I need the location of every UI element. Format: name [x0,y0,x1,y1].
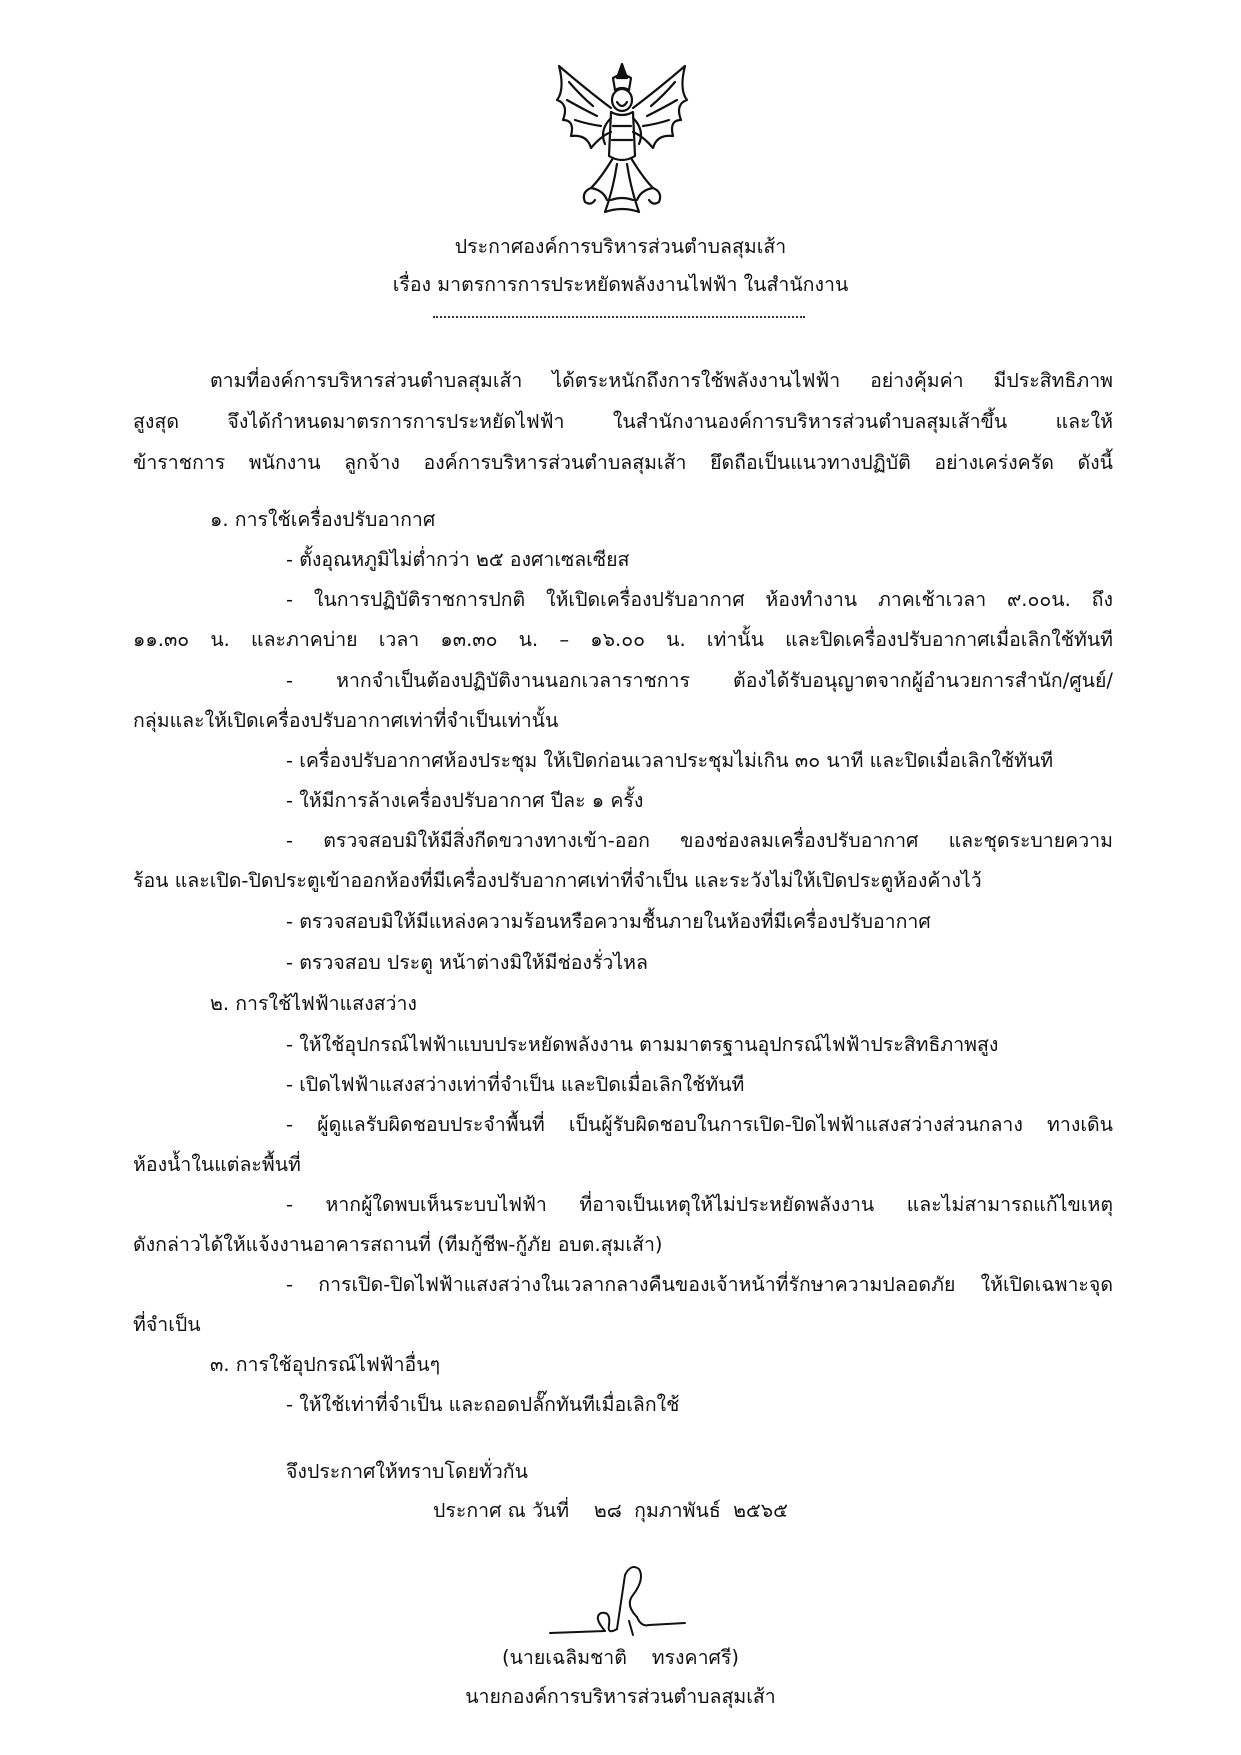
list-item: ๑๑.๓๐ น. และภาคบ่าย เวลา ๑๓.๓๐ น. – ๑๖.๐๐ น. เท่านั้น และปิดเครื่องปรับอากาศเมื่อเลิกใช้ทันที [133,628,1113,651]
list-item: ที่จำเป็น [133,1313,201,1336]
list-item: - การเปิด-ปิดไฟฟ้าแสงสว่างในเวลากลางคืนของเจ้าหน้าที่รักษาความปลอดภัย ให้เปิดเฉพาะจุด [286,1273,1113,1296]
section-heading: ๒. การใช้ไฟฟ้าแสงสว่าง [210,992,417,1015]
list-item: - ให้ใช้เท่าที่จำเป็น และถอดปลั๊กทันทีเมื่อเลิกใช้ [286,1393,680,1416]
list-item: - หากจำเป็นต้องปฏิบัติงานนอกเวลาราชการ ต้องได้รับอนุญาตจากผู้อำนวยการสำนัก/ศูนย์/ [286,669,1113,692]
closing-announce: จึงประกาศให้ทราบโดยทั่วกัน [286,1460,528,1483]
list-item: - ตรวจสอบมิให้มีแหล่งความร้อนหรือความชื้นภายในห้องที่มีเครื่องปรับอากาศ [286,910,931,933]
garuda-emblem-icon [547,60,697,220]
list-item: ห้องน้ำในแต่ละพื้นที่ [133,1153,301,1176]
list-item: - เปิดไฟฟ้าแสงสว่างเท่าที่จำเป็น และปิดเมื่อเลิกใช้ทันที [286,1073,745,1096]
dotted-divider [433,316,805,320]
section-heading: ๑. การใช้เครื่องปรับอากาศ [210,508,436,531]
intro-line: ตามที่องค์การบริหารส่วนตำบลสุมเส้า ได้ตระหนักถึงการใช้พลังงานไฟฟ้า อย่างคุ้มค่า มีประสิทธิภาพ [210,369,1113,392]
list-item: - ให้มีการล้างเครื่องปรับอากาศ ปีละ ๑ ครั้ง [286,789,644,812]
list-item: - ผู้ดูแลรับผิดชอบประจำพื้นที่ เป็นผู้รับผิดชอบในการเปิด-ปิดไฟฟ้าแสงสว่างส่วนกลาง ทางเดิน [286,1113,1113,1136]
list-item: - เครื่องปรับอากาศห้องประชุม ให้เปิดก่อนเวลาประชุมไม่เกิน ๓๐ นาที และปิดเมื่อเลิกใช้ทันที [286,749,1054,772]
announcement-date: ประกาศ ณ วันที่ ๒๘ กุมภาพันธ์ ๒๕๖๕ [433,1499,788,1522]
list-item: - หากผู้ใดพบเห็นระบบไฟฟ้า ที่อาจเป็นเหตุให้ไม่ประหยัดพลังงาน และไม่สามารถแก้ไขเหตุ [286,1193,1113,1216]
list-item: ร้อน และเปิด-ปิดประตูเข้าออกห้องที่มีเครื่องปรับอากาศเท่าที่จำเป็น และระวังไม่ให้เปิดประตูห้องค้างไว้ [133,869,982,892]
signer-name: (นายเฉลิมชาติ ทรงคาศรี) [501,1646,739,1669]
list-item: กลุ่มและให้เปิดเครื่องปรับอากาศเท่าที่จำเป็นเท่านั้น [133,709,559,732]
document-subject: เรื่อง มาตรการการประหยัดพลังงานไฟฟ้า ในสำนักงาน [392,273,849,296]
signature-icon [545,1555,695,1645]
document-title: ประกาศองค์การบริหารส่วนตำบลสุมเส้า [454,235,787,258]
list-item: - ตรวจสอบ ประตู หน้าต่างมิให้มีช่องรั่วไหล [286,951,648,974]
list-item: ดังกล่าวได้ให้แจ้งงานอาคารสถานที่ (ทีมกู้ชีพ-กู้ภัย อบต.สุมเส้า) [133,1233,663,1256]
list-item: - ให้ใช้อุปกรณ์ไฟฟ้าแบบประหยัดพลังงาน ตามมาตรฐานอุปกรณ์ไฟฟ้าประสิทธิภาพสูง [286,1033,999,1056]
signer-position: นายกองค์การบริหารส่วนตำบลสุมเส้า [465,1685,776,1708]
list-item: - ตรวจสอบมิให้มีสิ่งกีดขวางทางเข้า-ออก ของช่องลมเครื่องปรับอากาศ และชุดระบายความ [286,829,1113,852]
intro-line: ข้าราชการ พนักงาน ลูกจ้าง องค์การบริหารส่วนตำบลสุมเส้า ยึดถือเป็นแนวทางปฏิบัติ อย่างเคร่งครัด ดังนี้ [133,451,1113,474]
section-heading: ๓. การใช้อุปกรณ์ไฟฟ้าอื่นๆ [210,1353,441,1376]
intro-line: สูงสุด จึงได้กำหนดมาตรการการประหยัดไฟฟ้า ในสำนักงานองค์การบริหารส่วนตำบลสุมเส้าขึ้น และให้ [133,410,1113,433]
list-item: - ในการปฏิบัติราชการปกติ ให้เปิดเครื่องปรับอากาศ ห้องทำงาน ภาคเช้าเวลา ๙.๐๐น. ถึง [286,588,1113,611]
list-item: - ตั้งอุณหภูมิไม่ต่ำกว่า ๒๕ องศาเซลเซียส [286,548,630,571]
